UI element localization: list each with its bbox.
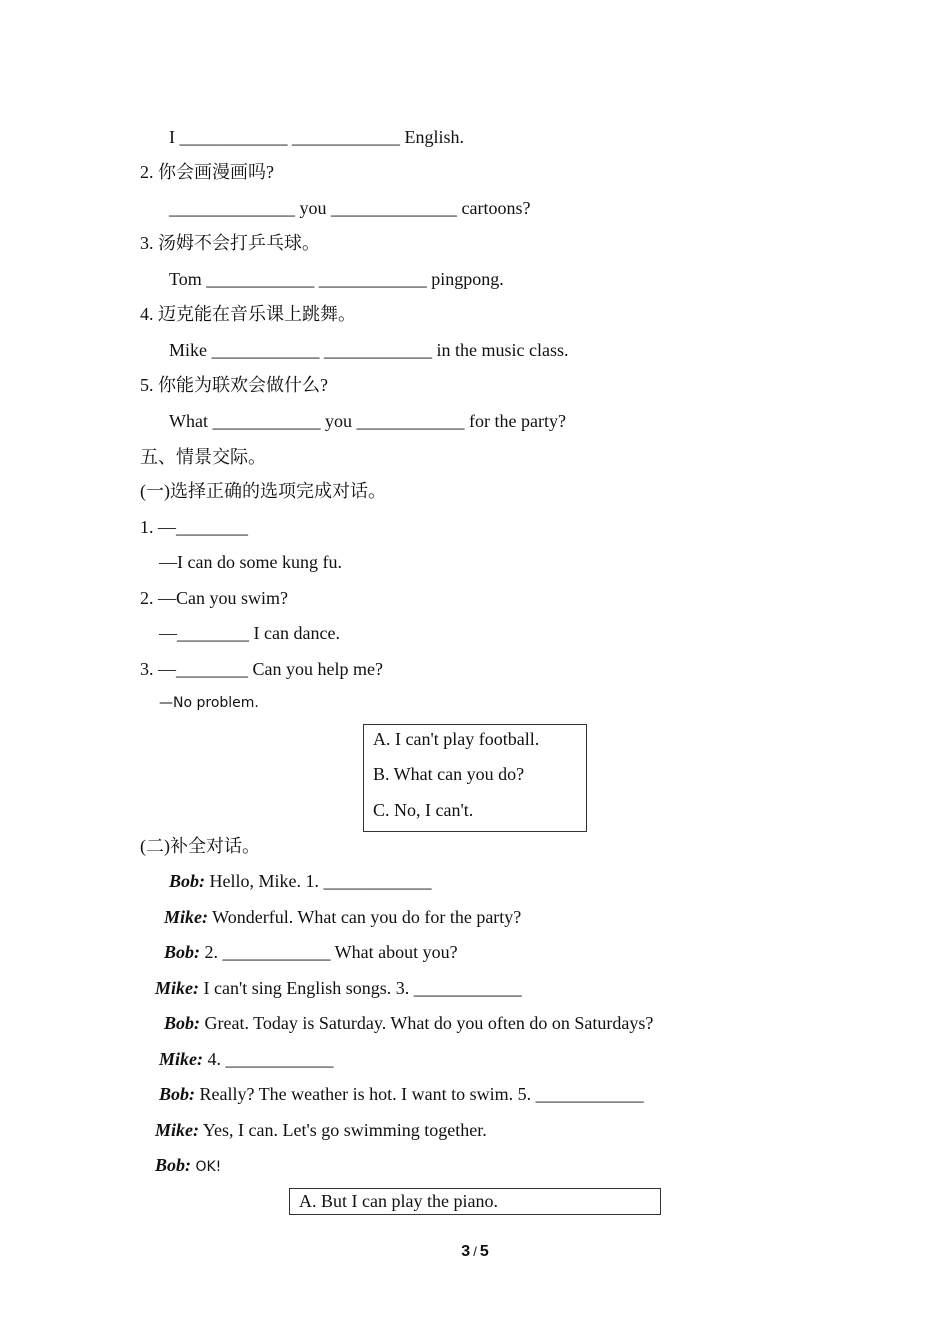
total-pages: 5 — [479, 1243, 489, 1260]
conv-text: I can't sing English songs. 3. ____________ — [199, 978, 522, 998]
conv-line-2 — [164, 906, 521, 928]
part4-q1-answer: I ____________ ____________ English. — [169, 127, 464, 147]
part4-q5-prompt: 5. 你能为联欢会做什么? — [140, 375, 328, 395]
option-a: A. I can't play football. — [373, 729, 540, 749]
part4-q3-answer: Tom ____________ ____________ pingpong. — [169, 269, 504, 289]
part4-q4-prompt: 4. 迈克能在音乐课上跳舞。 — [140, 304, 356, 324]
conv-text: OK! — [191, 1159, 222, 1175]
conv-text: 2. ____________ What about you? — [200, 942, 458, 962]
dialog-2-reply: —________ I can dance. — [159, 623, 340, 643]
part4-q5-answer: What ____________ you ____________ for the party? — [169, 411, 566, 431]
part4-q3-prompt: 3. 汤姆不会打乒乓球。 — [140, 233, 320, 253]
conv-text: Wonderful. What can you do for the party? — [208, 907, 522, 927]
conv-text: 4. ____________ — [203, 1049, 334, 1069]
options-box-1 — [363, 724, 587, 832]
page-number — [0, 1243, 950, 1261]
conv-text: Great. Today is Saturday. What do you often do on Saturdays? — [200, 1013, 654, 1033]
part5-sub1-heading: (一)选择正确的选项完成对话。 — [140, 481, 386, 501]
conv-text: Yes, I can. Let's go swimming together. — [199, 1120, 487, 1140]
conv-line-8 — [155, 1119, 487, 1141]
speaker-label: Bob: — [159, 1084, 195, 1104]
conv-line-3 — [164, 941, 458, 963]
option-a: A. But I can play the piano. — [299, 1191, 498, 1211]
speaker-label: Bob: — [155, 1155, 191, 1175]
dialog-2-question: 2. —Can you swim? — [140, 588, 288, 608]
dialog-3-reply: —No problem. — [159, 695, 259, 711]
conv-line-6 — [159, 1048, 334, 1070]
speaker-label: Mike: — [155, 1120, 199, 1140]
part5-heading: 五、情景交际。 — [140, 447, 266, 467]
speaker-label: Bob: — [169, 871, 205, 891]
speaker-label: Bob: — [164, 942, 200, 962]
dialog-3-question: 3. —________ Can you help me? — [140, 659, 383, 679]
speaker-label: Bob: — [164, 1013, 200, 1033]
option-b: B. What can you do? — [373, 764, 525, 784]
conv-line-1 — [169, 870, 432, 892]
page-separator: / — [473, 1244, 477, 1259]
part4-q4-answer: Mike ____________ ____________ in the music class. — [169, 340, 569, 360]
speaker-label: Mike: — [159, 1049, 203, 1069]
current-page: 3 — [461, 1243, 471, 1260]
part5-sub2-heading: (二)补全对话。 — [140, 836, 260, 856]
conv-line-9 — [155, 1154, 221, 1178]
speaker-label: Mike: — [155, 978, 199, 998]
part4-q2-answer: ______________ you ______________ cartoons? — [169, 198, 531, 218]
part4-q2-prompt: 2. 你会画漫画吗? — [140, 162, 274, 182]
speaker-label: Mike: — [164, 907, 208, 927]
dialog-1-reply: —I can do some kung fu. — [159, 552, 342, 572]
conv-line-7 — [159, 1083, 644, 1105]
conv-text: Really? The weather is hot. I want to swim. 5. ____________ — [195, 1084, 644, 1104]
options-box-2 — [289, 1188, 661, 1215]
dialog-1-question: 1. —________ — [140, 517, 248, 537]
conv-text: Hello, Mike. 1. ____________ — [205, 871, 432, 891]
conv-line-4 — [155, 977, 522, 999]
conv-line-5 — [164, 1012, 653, 1034]
option-c: C. No, I can't. — [373, 800, 474, 820]
